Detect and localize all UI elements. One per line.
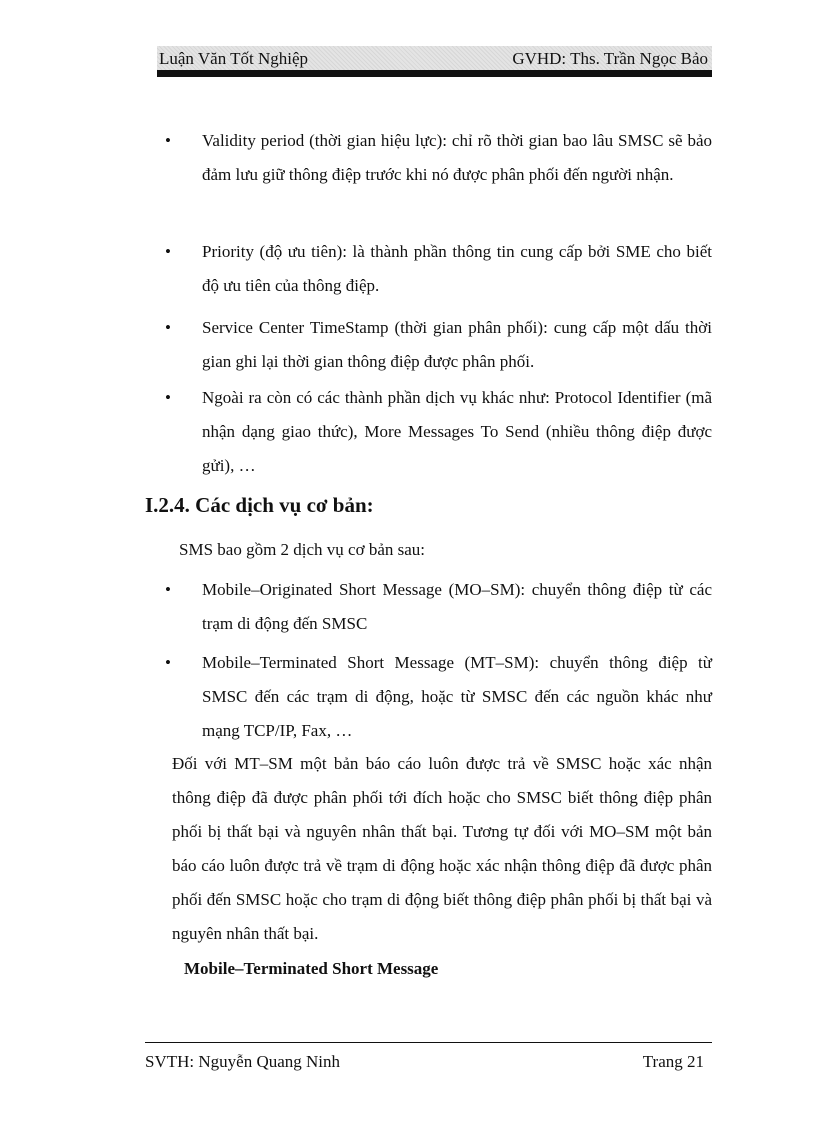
section-heading: I.2.4. Các dịch vụ cơ bản: bbox=[145, 493, 374, 517]
bullet-icon: • bbox=[165, 318, 171, 337]
bullet-icon: • bbox=[165, 653, 171, 672]
bullet-icon: • bbox=[165, 242, 171, 261]
page-number: Trang 21 bbox=[642, 1052, 704, 1071]
footer-author: SVTH: Nguyễn Quang Ninh bbox=[145, 1052, 341, 1071]
body-paragraph: Đối với MT–SM một bản báo cáo luôn được trả về SMSC hoặc xác nhận thông điệp đã được phân phối tới đích hoặc cho SMSC biết thông điệp phân phối bị thất bại và nguyên nhân thất bại. Tương tự đối với MO–SM một bản báo cáo luôn được trả về trạm di động hoặc xác nhận thông điệp đã được phân phối đến SMSC hoặc cho trạm di động biết thông điệp phân phối bị thất bại và nguyên nhân thất bại. bbox=[172, 754, 712, 943]
list-item bbox=[165, 311, 712, 379]
subheading: Mobile–Terminated Short Message bbox=[184, 959, 439, 978]
bullet-icon: • bbox=[165, 580, 171, 599]
header-rule bbox=[157, 70, 712, 77]
list-item-text: Validity period (thời gian hiệu lực): chỉ rõ thời gian bao lâu SMSC sẽ bảo đảm lưu giữ thông điệp trước khi nó được phân phối đến người nhận. bbox=[202, 131, 712, 184]
page-header bbox=[157, 46, 712, 70]
list-item bbox=[165, 124, 712, 192]
list-item bbox=[165, 381, 712, 483]
intro-paragraph: SMS bao gồm 2 dịch vụ cơ bản sau: bbox=[179, 540, 426, 559]
header-advisor: GVHD: Ths. Trần Ngọc Bảo bbox=[512, 49, 708, 68]
footer-rule bbox=[145, 1042, 712, 1043]
list-item-text: Service Center TimeStamp (thời gian phân phối): cung cấp một dấu thời gian ghi lại thời gian thông điệp được phân phối. bbox=[202, 318, 712, 371]
list-item-text: Ngoài ra còn có các thành phần dịch vụ khác như: Protocol Identifier (mã nhận dạng giao thức), More Messages To Send (nhiều thông điệp được gửi), … bbox=[202, 388, 712, 475]
list-item bbox=[165, 573, 712, 641]
bullet-icon: • bbox=[165, 388, 171, 407]
header-title: Luận Văn Tốt Nghiệp bbox=[159, 49, 309, 68]
list-item-text: Mobile–Terminated Short Message (MT–SM): chuyển thông điệp từ SMSC đến các trạm di động, hoặc từ SMSC đến các nguồn khác như mạng TCP/IP, Fax, … bbox=[202, 653, 712, 740]
list-item bbox=[165, 646, 712, 748]
bullet-icon: • bbox=[165, 131, 171, 150]
list-item-text: Mobile–Originated Short Message (MO–SM): chuyển thông điệp từ các trạm di động đến SMSC bbox=[202, 580, 712, 633]
list-item bbox=[165, 235, 712, 303]
list-item-text: Priority (độ ưu tiên): là thành phần thông tin cung cấp bởi SME cho biết độ ưu tiên của thông điệp. bbox=[202, 242, 712, 295]
